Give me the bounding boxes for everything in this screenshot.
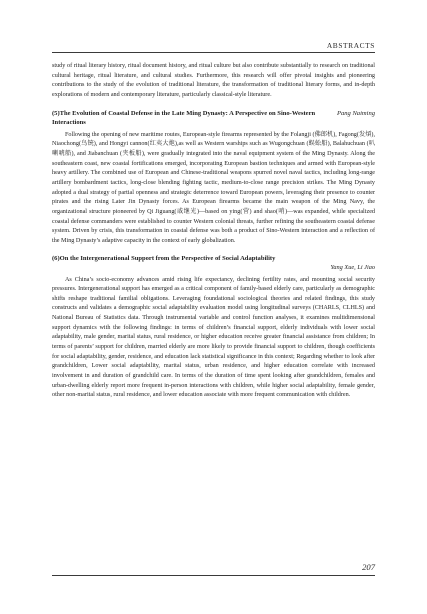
section-6-body: As China’s socio-economy advances amid rising life expectancy, declining fertility rates, and mounting social security pressures. Intergenerational support has emerged as a critical component of family-based elderly care, particularly as demographic shifts reshape traditional familial obligations. Leveraging foundational sociological theories and related findings, this study constructs and validates a demographic social adaptability evaluation model using longitudinal surveys (CHARLS, CLHLS) and National Bureau of Statistics data. Through instrumental variable and control function analyses, it examines multidimensional support dynamics with the following findings: in terms of children’s financial support, elderly individuals with lower social adaptability, male gender, marital status, rural residence, or higher education receive greater financial assistance from children; In terms of parents’ support for children, married elderly are more likely to provide financial support to children, though coefficients for social adaptability, gender, residence, and education lack statistical significance in this context; Regarding whether to look after grandchildren, Lower social adaptability, marital status, urban residence, and higher education correlate with increased involvement in and duration of grandchild care. In terms of the duration of time spent looking after grandchildren, females and urban-dwelling elderly report more frequent in-person interactions with children, while higher social adaptability, female gender, other non-marital status, rural residence, and lower education associate with more frequent communication with children.: [52, 276, 375, 399]
running-head: ABSTRACTS: [326, 41, 375, 50]
section-5-heading: [52, 109, 375, 127]
header-rule: [52, 52, 375, 53]
intro-paragraph: study of ritual literary history, ritual document history, and ritual culture but also contribute substantially to research on traditional cultural heritage, ritual literature, and cultural studies. Furthermore, this research will offer pivotal insights and pioneering contributions to the study of the evolution of traditional literature, the transformation of traditional literary forms, and in-depth explorations of modern and contemporary literature, particularly classical-style literature.: [52, 63, 375, 98]
section-5-author: Pang Naiming: [336, 109, 375, 117]
page-number: 207: [362, 562, 375, 572]
section-5-title: (5)The Evolution of Coastal Defense in the Late Ming Dynasty: A Perspective on Sino-Western Interactions: [52, 109, 316, 126]
footer-rule: [52, 575, 375, 576]
section-6-title: (6)On the Intergenerational Support from the Perspective of Social Adaptability: [52, 254, 276, 262]
section-5-body: Following the opening of new maritime routes, European-style firearms represented by the Folangji (佛郎机), Fagong(发熕), Niaochong(鸟铳), and Hongyi cannon(红夷大炮),as well as Western warships such as Wugongchuan (蜈蚣船), Balahuchuan (叭喇唬船), and Jiabanchuan (夹板船), were gradually integrated into the naval equipment system of the Ming Dynasty. Along the southeastern coast, new coastal fortifications emerged, incorporating European bastion techniques and armed with European-style heavy artillery. The combined use of European and Chinese-traditional weapons spurred novel naval tactics, including long-range artillery bombardment tactics, long-close blending fighting tactic, medium-to-close range precision strikes. The Ming Dynasty adopted a dual strategy of partial openness and strategic deterrence toward European powers, leveraging their presence to counter pirates and the rising Later Jin Dynasty forces. As European firearms became the main weapon of the Ming Navy, the organizational structure pioneered by Qi Jiguang(戚继光)—based on ying(营) and shao(哨)—was expanded, while specialized coastal defense commanders were established to counter Western colonial threats, further refining the southeastern coastal defense system. Driven by crisis, this transformation in coastal defense was both a product of Sino-Western interaction and a reflection of the Ming Dynasty’s adaptive capacity in the context of early globalization.: [52, 131, 375, 244]
section-6-authors: Yang Xue, Li Jiao: [330, 263, 375, 271]
page-content: [52, 62, 375, 401]
section-6-heading: [52, 254, 375, 263]
